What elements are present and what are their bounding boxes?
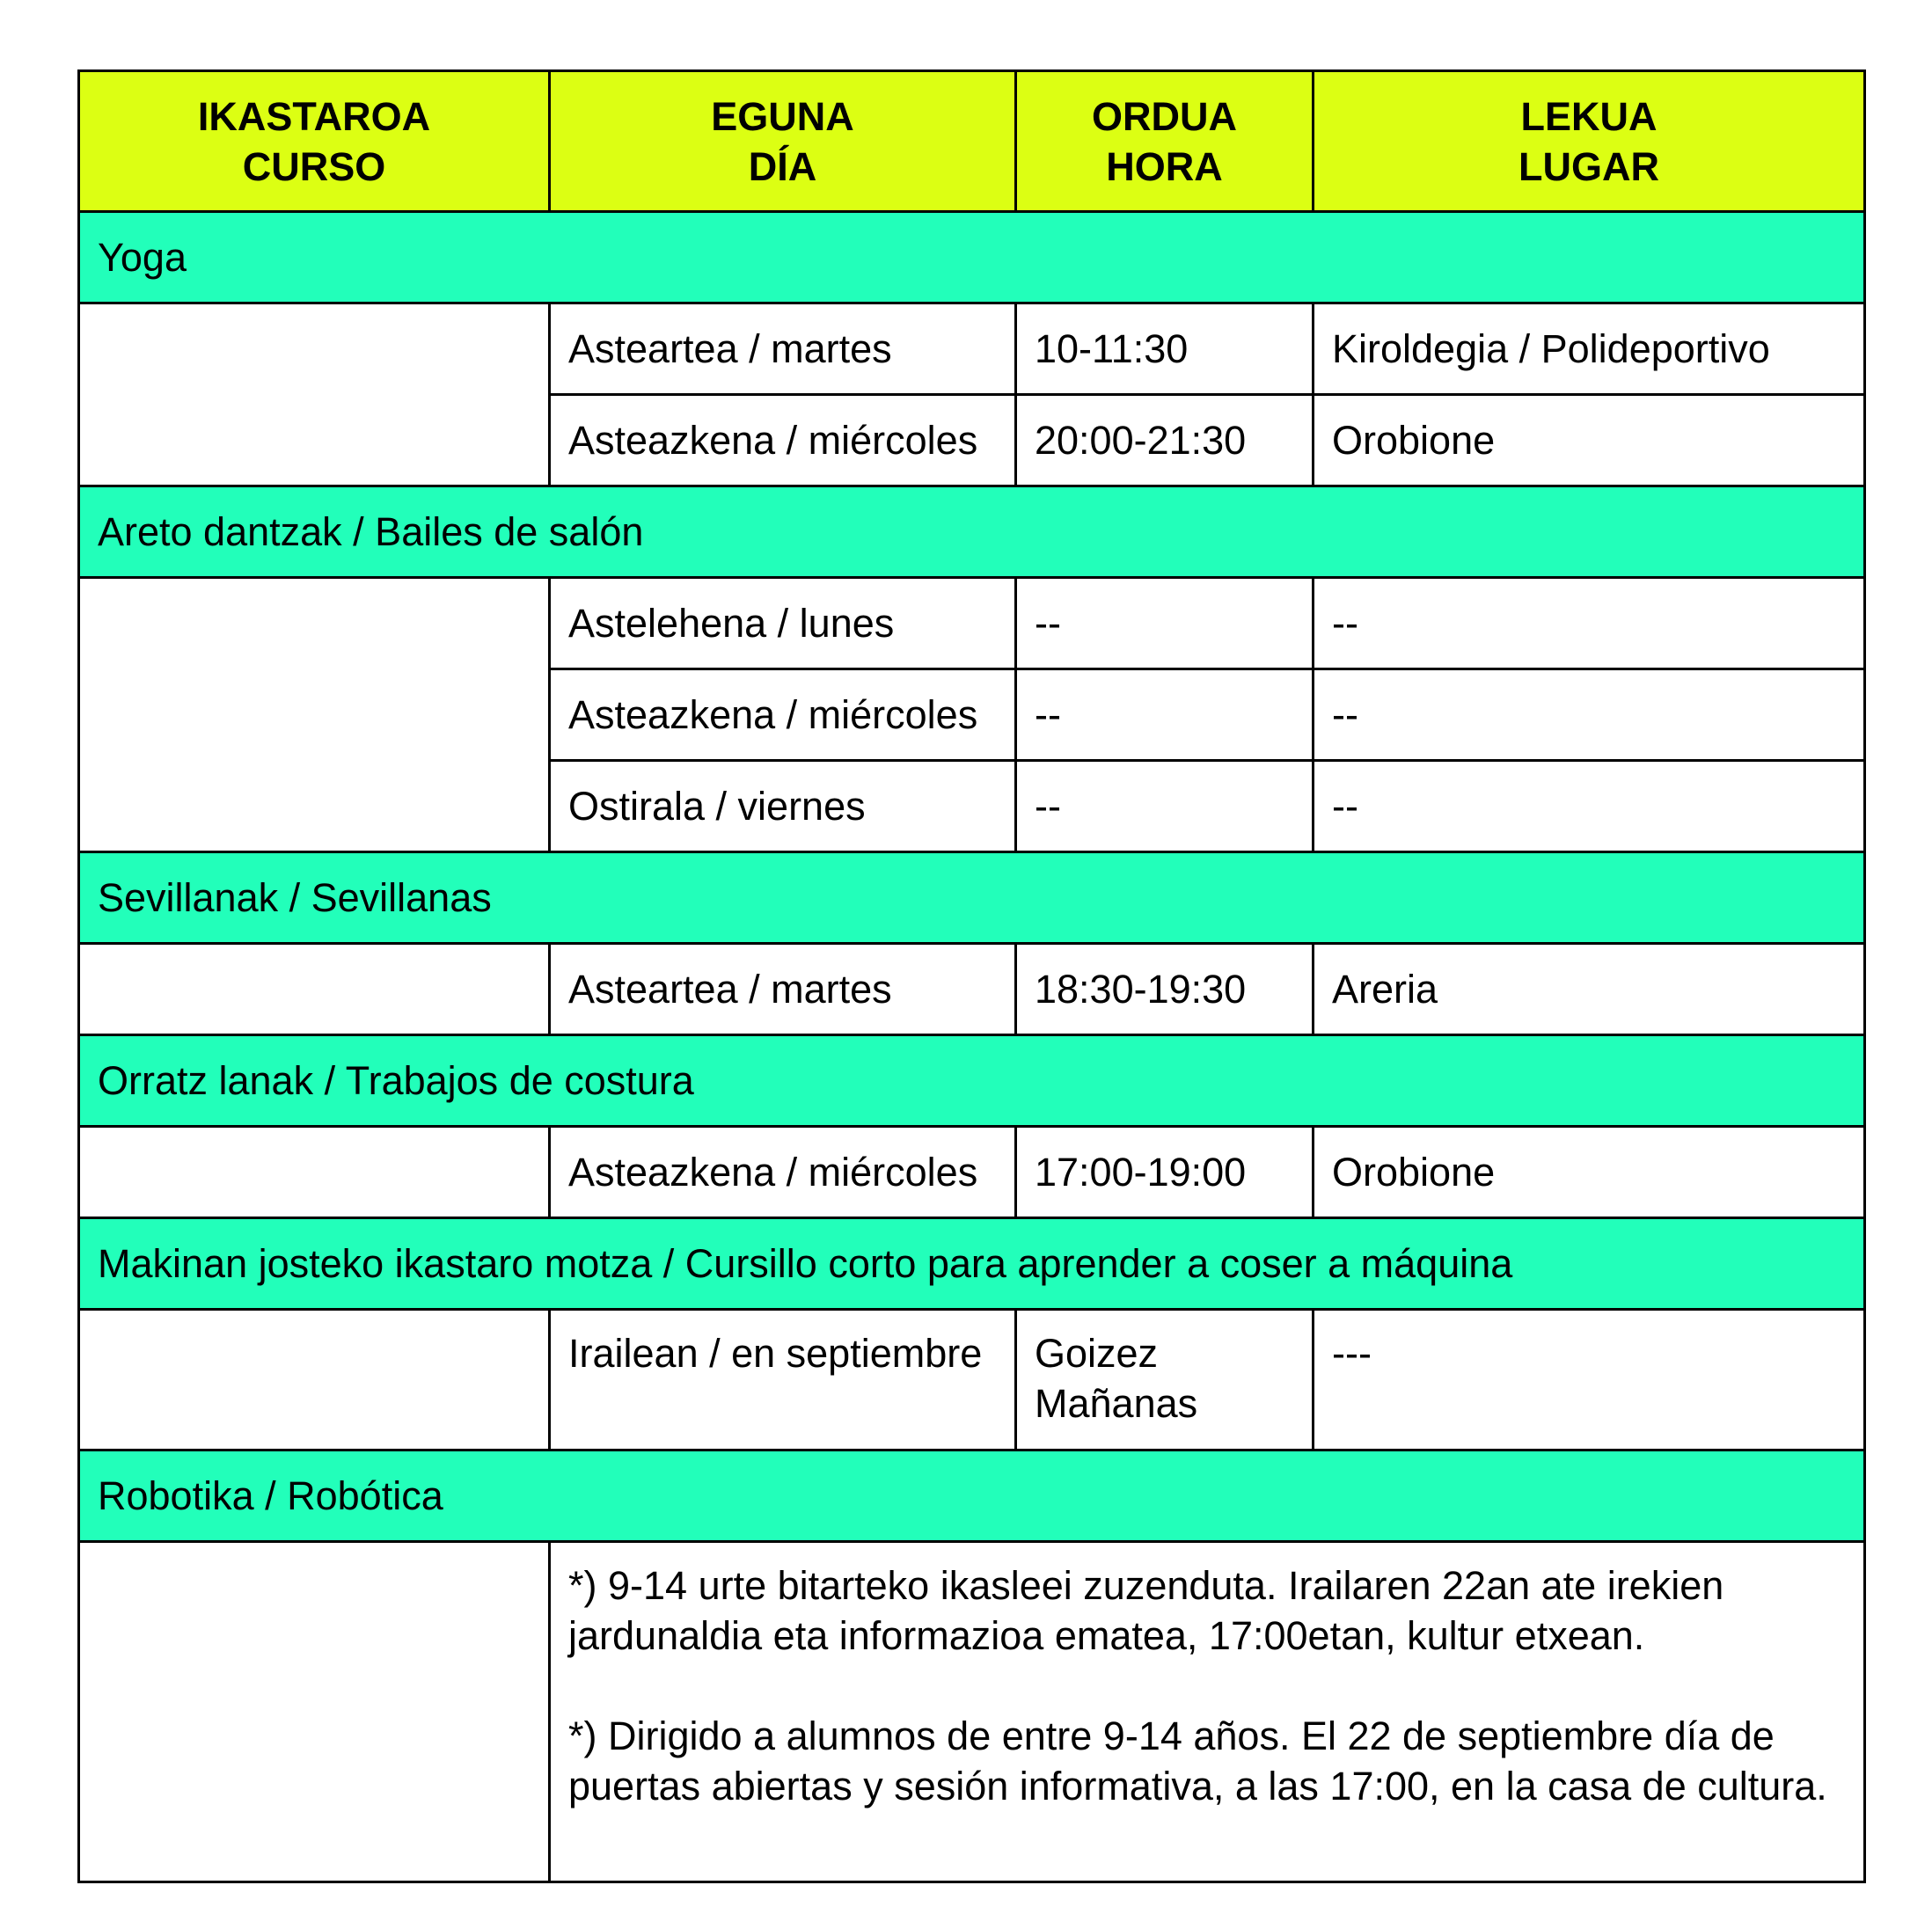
course-cell-empty xyxy=(79,303,550,486)
session-place: -- xyxy=(1314,669,1865,761)
header-day-es: DÍA xyxy=(748,143,817,189)
course-cell-empty xyxy=(79,944,550,1035)
session-place: -- xyxy=(1314,578,1865,669)
course-section-row xyxy=(79,1035,1865,1127)
robotics-note xyxy=(550,1542,1865,1882)
session-time: -- xyxy=(1016,578,1314,669)
session-time xyxy=(1016,1310,1314,1450)
session-time: -- xyxy=(1016,669,1314,761)
session-day: Asteartea / martes xyxy=(550,303,1016,395)
header-time xyxy=(1016,71,1314,212)
session-place: -- xyxy=(1314,761,1865,852)
session-day: Asteartea / martes xyxy=(550,944,1016,1035)
course-section-row xyxy=(79,212,1865,303)
header-course-eu: IKASTAROA xyxy=(197,93,431,139)
header-time-es: HORA xyxy=(1106,143,1223,189)
course-section-row xyxy=(79,1218,1865,1310)
session-day: Ostirala / viernes xyxy=(550,761,1016,852)
session-time-eu: Goizez xyxy=(1035,1331,1159,1376)
header-course-es: CURSO xyxy=(242,143,386,189)
session-place: Kiroldegia / Polideportivo xyxy=(1314,303,1865,395)
course-title: Yoga xyxy=(79,212,1865,303)
session-row xyxy=(79,1310,1865,1450)
session-place: Orobione xyxy=(1314,395,1865,486)
header-place-eu: LEKUA xyxy=(1520,93,1658,139)
session-time: 17:00-19:00 xyxy=(1016,1127,1314,1218)
session-time: 20:00-21:30 xyxy=(1016,395,1314,486)
course-title: Areto dantzak / Bailes de salón xyxy=(79,486,1865,578)
header-place-es: LUGAR xyxy=(1519,143,1659,189)
course-title: Robotika / Robótica xyxy=(79,1450,1865,1542)
session-time: 18:30-19:30 xyxy=(1016,944,1314,1035)
course-title: Makinan josteko ikastaro motza / Cursillo corto para aprender a coser a máquina xyxy=(79,1218,1865,1310)
header-day xyxy=(550,71,1016,212)
session-time: -- xyxy=(1016,761,1314,852)
course-cell-empty xyxy=(79,1310,550,1450)
course-section-row xyxy=(79,486,1865,578)
note-basque: *) 9-14 urte bitarteko ikasleei zuzenduta. Irailaren 22an ate irekien jardunaldia eta informazioa ematea, 17:00etan, kultur etxean. xyxy=(568,1563,1724,1658)
session-day: Asteazkena / miércoles xyxy=(550,1127,1016,1218)
session-time-es: Mañanas xyxy=(1035,1381,1198,1426)
course-schedule-table xyxy=(77,69,1866,1883)
session-row xyxy=(79,1127,1865,1218)
session-day: Irailean / en septiembre xyxy=(550,1310,1016,1450)
course-cell-empty xyxy=(79,578,550,852)
session-row xyxy=(79,578,1865,669)
note-row xyxy=(79,1542,1865,1882)
course-cell-empty xyxy=(79,1127,550,1218)
header-row xyxy=(79,71,1865,212)
header-course xyxy=(79,71,550,212)
course-title: Sevillanak / Sevillanas xyxy=(79,852,1865,944)
session-row xyxy=(79,303,1865,395)
course-section-row xyxy=(79,1450,1865,1542)
session-day: Astelehena / lunes xyxy=(550,578,1016,669)
session-time: 10-11:30 xyxy=(1016,303,1314,395)
session-row xyxy=(79,944,1865,1035)
session-place: Orobione xyxy=(1314,1127,1865,1218)
header-day-eu: EGUNA xyxy=(711,93,854,139)
session-day: Asteazkena / miércoles xyxy=(550,395,1016,486)
note-spanish: *) Dirigido a alumnos de entre 9-14 años. El 22 de septiembre día de puertas abiertas y sesión informativa, a las 17:00, en la casa de cultura. xyxy=(568,1713,1827,1808)
header-place xyxy=(1314,71,1865,212)
session-day: Asteazkena / miércoles xyxy=(550,669,1016,761)
header-time-eu: ORDUA xyxy=(1092,93,1237,139)
session-place: --- xyxy=(1314,1310,1865,1450)
course-title: Orratz lanak / Trabajos de costura xyxy=(79,1035,1865,1127)
course-cell-empty xyxy=(79,1542,550,1882)
session-place: Areria xyxy=(1314,944,1865,1035)
course-section-row xyxy=(79,852,1865,944)
